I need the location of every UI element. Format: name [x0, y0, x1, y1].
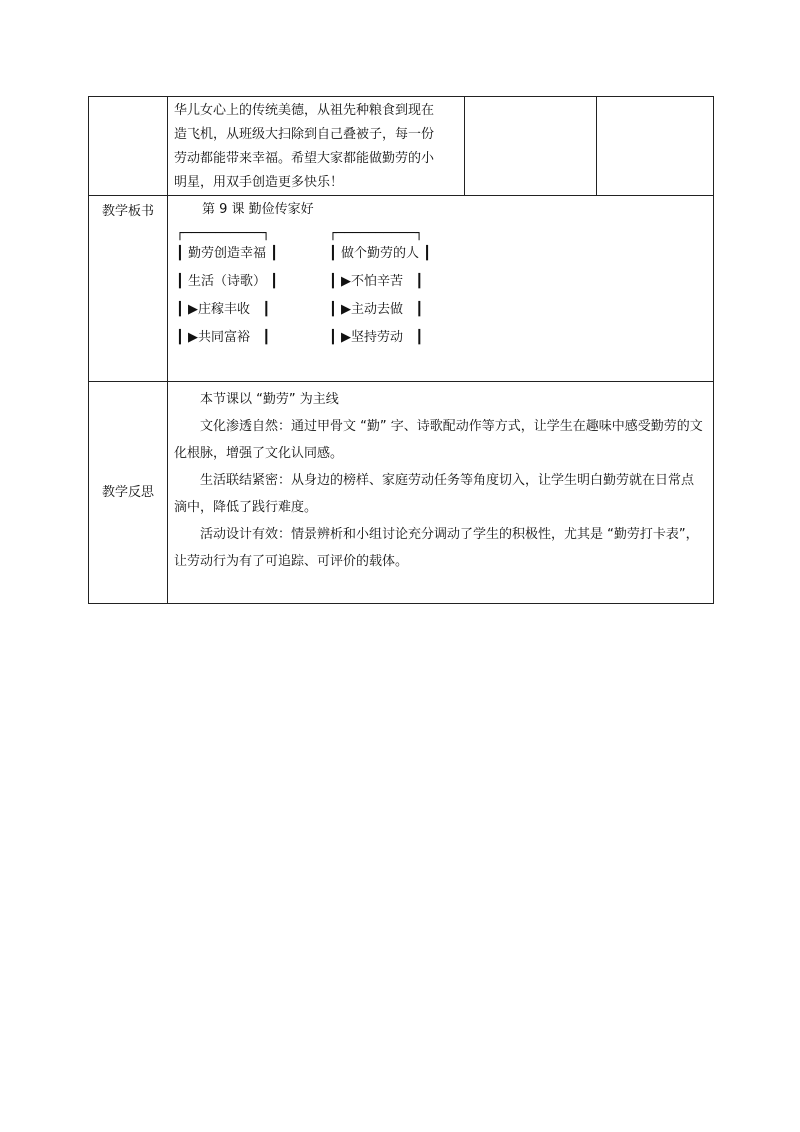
empty-cell [465, 97, 597, 196]
continuation-line: 劳动都能带来幸福。希望大家都能做勤劳的小 [174, 151, 435, 166]
blackboard-row [89, 196, 714, 382]
left-item: ┃ ▶共同富裕 ┃ [176, 330, 271, 345]
reflection-paragraph: 生活联结紧密：从身边的榜样、家庭劳动任务等角度切入，让学生明白勤劳就在日常点滴中，降低了践行难度。 [174, 473, 695, 515]
right-item: ┃ ▶主动去做 ┃ [329, 302, 424, 317]
left-item: ┃ 生活（诗歌） ┃ [176, 274, 278, 289]
lesson-title: 第 9 课 勤俭传家好 [202, 202, 314, 217]
reflection-row [89, 382, 714, 604]
left-item: ┃ 勤劳创造幸福 ┃ [176, 246, 278, 261]
blackboard-label: 教学板书 [89, 196, 168, 382]
right-bracket-top: ┌──────────┐ [329, 226, 423, 241]
reflection-paragraph: 本节课以 “勤劳” 为主线 [200, 392, 339, 407]
empty-label-cell [89, 97, 168, 196]
left-item: ┃ ▶庄稼丰收 ┃ [176, 302, 271, 317]
empty-cell [597, 97, 714, 196]
reflection-label: 教学反思 [89, 382, 168, 604]
continuation-row [89, 97, 714, 196]
right-item: ┃ 做个勤劳的人 ┃ [329, 246, 431, 261]
right-item: ┃ ▶坚持劳动 ┃ [329, 330, 424, 345]
continuation-line: 明星，用双手创造更多快乐！ [174, 175, 344, 190]
blackboard-diagram [174, 222, 707, 372]
continuation-line: 华儿女心上的传统美德，从祖先种粮食到现在 [174, 103, 435, 118]
reflection-paragraph: 活动设计有效：情景辨析和小组讨论充分调动了学生的积极性，尤其是 “勤劳打卡表”，让劳动行为有了可追踪、可评价的载体。 [174, 527, 699, 569]
continuation-text-cell [168, 97, 465, 196]
left-bracket-top: ┌──────────┐ [176, 226, 270, 241]
reflection-paragraph: 文化渗透自然：通过甲骨文 “勤” 字、诗歌配动作等方式，让学生在趣味中感受勤劳的文化根脉，增强了文化认同感。 [174, 419, 703, 461]
lesson-plan-table [88, 96, 714, 604]
right-item: ┃ ▶不怕辛苦 ┃ [329, 274, 424, 289]
reflection-cell [168, 382, 714, 604]
continuation-line: 造飞机，从班级大扫除到自己叠被子，每一份 [174, 127, 435, 142]
blackboard-cell [168, 196, 714, 382]
